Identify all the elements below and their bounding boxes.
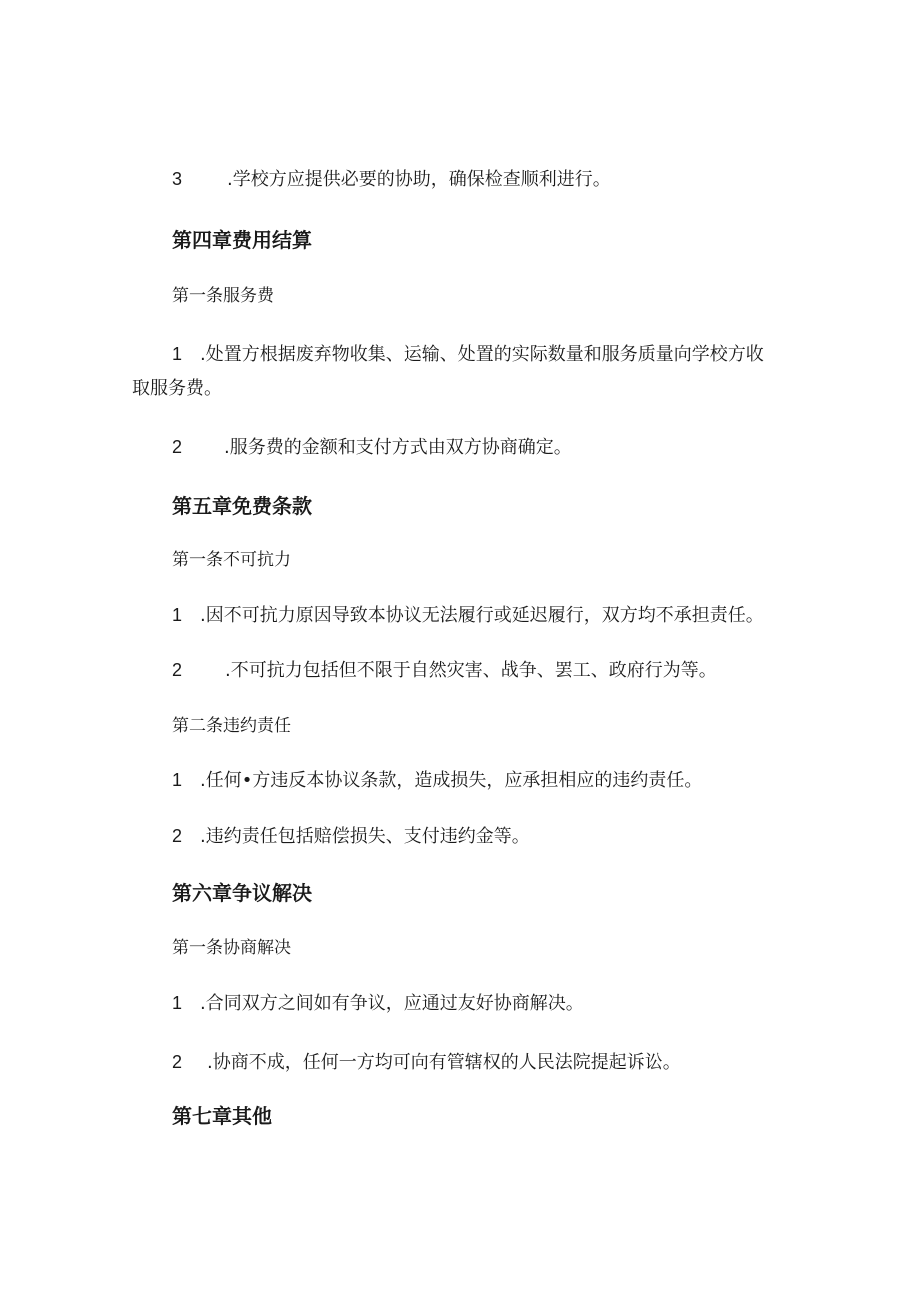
item-number: 3 [172, 169, 183, 189]
list-item [172, 768, 702, 793]
item-text: .任何•方违反本协议条款，造成损失，应承担相应的违约责任。 [200, 770, 703, 791]
item-number: 1 [172, 770, 183, 790]
chapter-heading: 第五章免费条款 [172, 494, 312, 518]
item-text: .不可抗力包括但不限于自然灾害、战争、罢工、政府行为等。 [225, 660, 717, 681]
article-heading: 第一条协商解决 [172, 938, 291, 958]
list-item [172, 824, 530, 849]
list-item [172, 435, 572, 460]
chapter-heading: 第四章费用结算 [172, 228, 312, 252]
item-text: .因不可抗力原因导致本协议无法履行或延迟履行，双方均不承担责任。 [200, 605, 764, 626]
list-item [172, 991, 584, 1016]
list-item [172, 603, 764, 628]
item-number: 2 [172, 437, 183, 457]
item-number: 1 [172, 605, 183, 625]
item-number: 1 [172, 344, 183, 364]
list-item [172, 167, 611, 192]
item-text-continuation: 取服务费。 [132, 378, 222, 399]
item-number: 1 [172, 993, 183, 1013]
item-text: .处置方根据废弃物收集、运输、处置的实际数量和服务质量向学校方收 [200, 344, 764, 365]
item-number: 2 [172, 1052, 183, 1072]
chapter-heading: 第七章其他 [172, 1104, 272, 1128]
list-item [132, 337, 792, 406]
item-text: .协商不成，任何一方均可向有管辖权的人民法院提起诉讼。 [207, 1052, 681, 1073]
list-item [172, 1050, 681, 1075]
item-text: .学校方应提供必要的协助，确保检查顺利进行。 [227, 169, 611, 190]
chapter-heading: 第六章争议解决 [172, 881, 312, 905]
item-text: .服务费的金额和支付方式由双方协商确定。 [224, 437, 572, 458]
item-number: 2 [172, 826, 183, 846]
list-item [172, 658, 717, 683]
article-heading: 第一条服务费 [172, 286, 274, 306]
article-heading: 第二条违约责任 [172, 716, 291, 736]
item-text: .合同双方之间如有争议，应通过友好协商解决。 [200, 993, 584, 1014]
item-text: .违约责任包括赔偿损失、支付违约金等。 [200, 826, 530, 847]
item-number: 2 [172, 660, 183, 680]
article-heading: 第一条不可抗力 [172, 550, 291, 570]
